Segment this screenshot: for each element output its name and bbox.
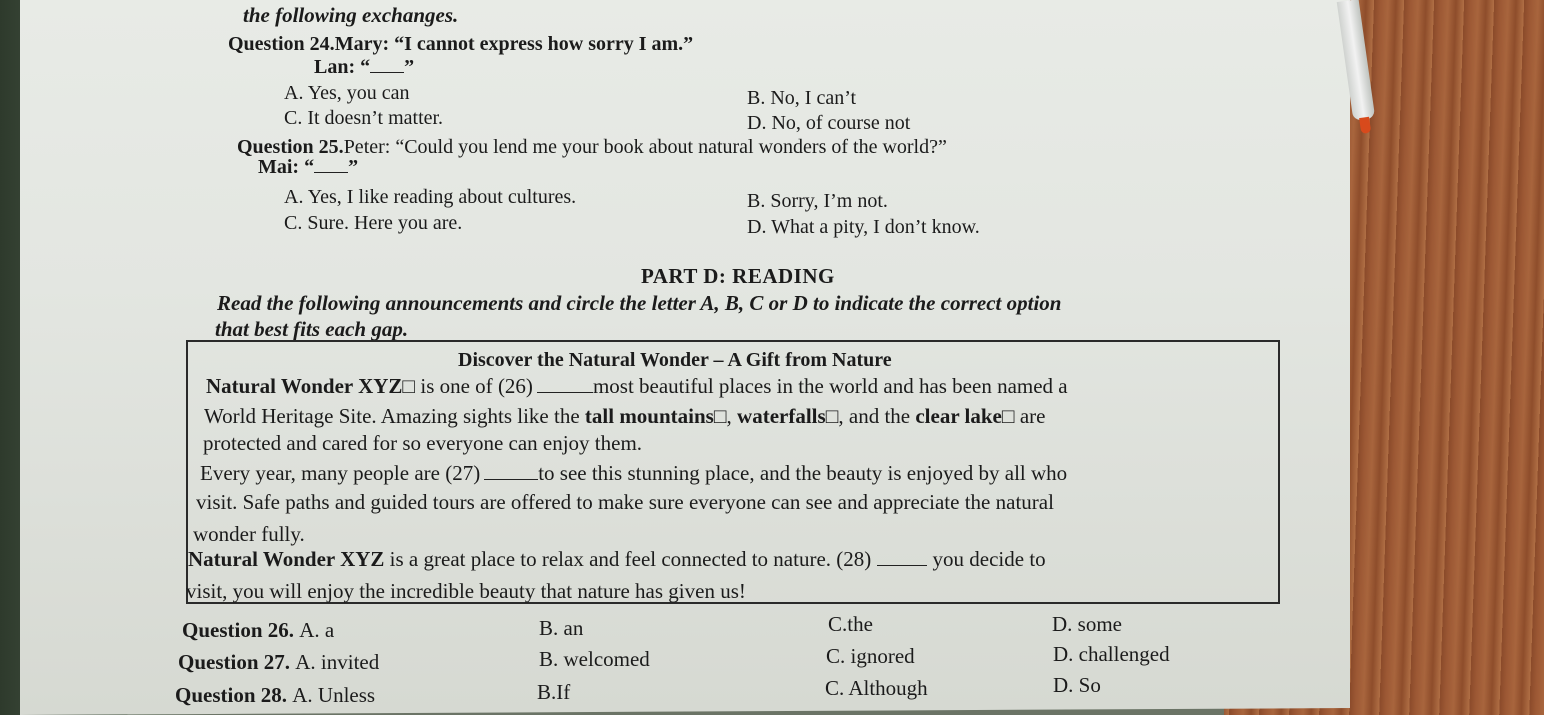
- answer-blank: [314, 158, 348, 173]
- q25-option-c: C. Sure. Here you are.: [284, 212, 463, 234]
- q24-option-d: D. No, of course not: [747, 112, 911, 134]
- q28-option-d: D. So: [1053, 673, 1101, 697]
- close-quote: ”: [348, 156, 359, 178]
- text: Every year, many people are: [200, 461, 446, 485]
- instruction-line-1: Read the following announcements and circle the letter A, B, C or D to indicate the correct option: [217, 291, 1062, 315]
- question-label: Question 24.: [228, 33, 335, 55]
- q28-label: [175, 684, 375, 706]
- gap-27-blank: [484, 465, 538, 480]
- passage-line-8: visit, you will enjoy the incredible beauty that nature has given us!: [186, 579, 746, 603]
- bold-term: Natural Wonder XYZ: [188, 547, 385, 571]
- gap-number: (27): [445, 461, 481, 485]
- q27-label: [178, 651, 379, 673]
- q24-option-a: A. Yes, you can: [284, 82, 410, 104]
- passage-line-2: [204, 405, 1045, 427]
- part-d-heading: PART D: READING: [641, 264, 835, 288]
- missing-glyph: □: [713, 404, 727, 428]
- passage-line-6: wonder fully.: [193, 522, 305, 546]
- section-intro-line: the following exchanges.: [243, 3, 459, 27]
- missing-glyph: □: [1001, 404, 1015, 428]
- bold-term: Natural Wonder XYZ: [206, 374, 403, 398]
- q26-option-b: B. an: [539, 616, 584, 640]
- gap-26-blank: [537, 378, 593, 393]
- q27-option-b: B. welcomed: [539, 647, 650, 671]
- passage-line-3: protected and cared for so everyone can enjoy them.: [203, 431, 643, 455]
- passage-line-1: [206, 375, 1068, 397]
- bold-term: tall mountains: [584, 404, 714, 428]
- question-label: Question 25.: [237, 136, 344, 158]
- q25-option-d: D. What a pity, I don’t know.: [747, 216, 980, 238]
- text: ,: [726, 404, 738, 428]
- missing-glyph: □: [825, 404, 839, 428]
- q27-option-a: A. invited: [295, 650, 380, 674]
- text: you decide to: [927, 547, 1046, 571]
- gap-number: (28): [836, 547, 872, 571]
- answer-blank: [370, 58, 404, 73]
- text: , and the: [838, 404, 916, 428]
- gap-number: (26): [497, 374, 533, 398]
- q26-label: [182, 619, 334, 641]
- bold-term: waterfalls: [737, 404, 826, 428]
- q24-option-b: B. No, I can’t: [747, 87, 857, 109]
- q26-option-d: D. some: [1052, 612, 1122, 636]
- instruction-line-2: that best fits each gap.: [215, 317, 409, 341]
- question-label: Question 28.: [175, 683, 288, 707]
- q26-option-c: C.the: [828, 612, 873, 636]
- question-label: Question 26.: [182, 618, 295, 642]
- question-24: [228, 33, 693, 55]
- question-prompt: Peter: “Could you lend me your book about natural wonders of the world?”: [343, 136, 947, 158]
- q28-option-a: A. Unless: [292, 683, 376, 707]
- q28-option-c: C. Although: [825, 676, 928, 700]
- question-25: [237, 136, 947, 158]
- passage-line-4: [200, 462, 1067, 484]
- text: to see this stunning place, and the beauty is enjoyed by all who: [538, 461, 1068, 485]
- text: is one of: [415, 374, 498, 398]
- responder: Lan: “: [314, 56, 371, 78]
- q25-response-line: [258, 156, 358, 178]
- text: World Heritage Site. Amazing sights like the: [204, 404, 585, 428]
- passage-title: Discover the Natural Wonder – A Gift from Nature: [458, 349, 892, 371]
- q27-option-c: C. ignored: [826, 644, 915, 668]
- passage-line-7: [188, 548, 1046, 570]
- q24-response-line: [314, 56, 414, 78]
- missing-glyph: □: [402, 374, 416, 398]
- close-quote: ”: [404, 56, 415, 78]
- gap-28-blank: [877, 551, 927, 566]
- q27-option-d: D. challenged: [1053, 642, 1170, 666]
- q25-option-a: A. Yes, I like reading about cultures.: [284, 186, 577, 208]
- text: is a great place to relax and feel connected to nature.: [384, 547, 837, 571]
- q26-option-a: A. a: [299, 618, 335, 642]
- bold-term: clear lake: [915, 404, 1002, 428]
- text: are: [1014, 404, 1046, 428]
- question-label: Question 27.: [178, 650, 291, 674]
- question-prompt: Mary: “I cannot express how sorry I am.”: [334, 33, 694, 55]
- text: most beautiful places in the world and has been named a: [592, 374, 1068, 398]
- q28-option-b: B.If: [537, 680, 571, 704]
- q24-option-c: C. It doesn’t matter.: [284, 107, 444, 129]
- q25-option-b: B. Sorry, I’m not.: [747, 190, 888, 212]
- passage-line-5: visit. Safe paths and guided tours are offered to make sure everyone can see and appreciate the natural: [196, 490, 1054, 514]
- responder: Mai: “: [258, 156, 315, 178]
